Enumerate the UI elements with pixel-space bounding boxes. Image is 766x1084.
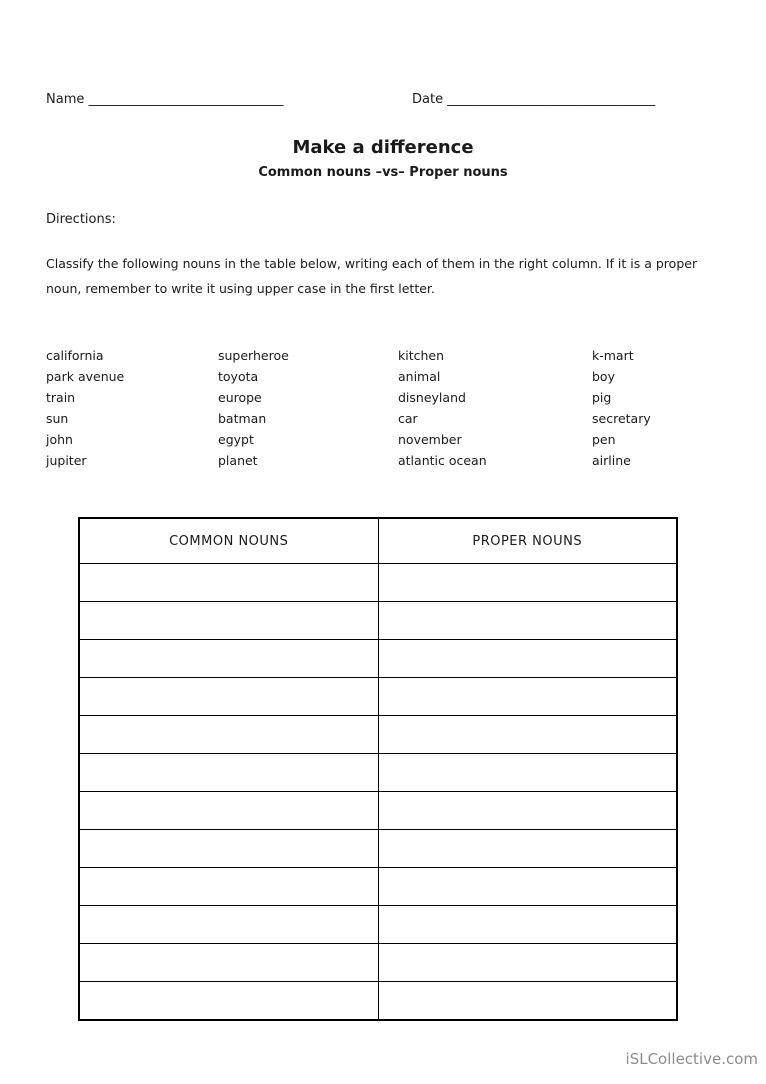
word-item: superheroe	[218, 348, 289, 363]
empty-answer-cell	[378, 564, 677, 602]
table-body	[79, 564, 677, 1021]
word-item: car	[398, 411, 418, 426]
word-item: park avenue	[46, 369, 125, 384]
word-item: boy	[592, 369, 615, 384]
table-row	[79, 982, 677, 1021]
page-subtitle: Common nouns –vs– Proper nouns	[258, 165, 508, 180]
word-item: november	[398, 432, 462, 447]
word-item: sun	[46, 411, 69, 426]
table-column-header: COMMON NOUNS	[79, 518, 378, 564]
empty-answer-cell	[79, 564, 378, 602]
table-row	[79, 754, 677, 792]
table-row	[79, 640, 677, 678]
word-item: kitchen	[398, 348, 445, 363]
word-column	[218, 345, 398, 471]
empty-answer-cell	[79, 906, 378, 944]
table-row	[79, 716, 677, 754]
table-row	[79, 830, 677, 868]
table-header-row	[79, 518, 677, 564]
directions-text: Classify the following nouns in the table below, writing each of them in the right column. If it is a proper noun, remember to write it using upper case in the first letter.	[46, 256, 698, 296]
word-column	[592, 345, 720, 471]
table-row	[79, 678, 677, 716]
word-item: atlantic ocean	[398, 453, 487, 468]
empty-answer-cell	[378, 868, 677, 906]
empty-answer-cell	[378, 906, 677, 944]
empty-answer-cell	[378, 716, 677, 754]
word-item: california	[46, 348, 104, 363]
empty-answer-cell	[79, 678, 378, 716]
date-blank-line: ________________________________	[447, 92, 656, 107]
word-item: pen	[592, 432, 616, 447]
word-item: toyota	[218, 369, 259, 384]
table-head	[79, 518, 677, 564]
name-date-row	[46, 0, 720, 107]
empty-answer-cell	[378, 944, 677, 982]
noun-sort-table	[78, 517, 678, 1021]
word-item: jupiter	[46, 453, 87, 468]
directions-label: Directions:	[46, 212, 116, 227]
empty-answer-cell	[378, 754, 677, 792]
date-field	[412, 92, 655, 107]
word-item: europe	[218, 390, 262, 405]
word-list	[46, 345, 720, 471]
empty-answer-cell	[79, 792, 378, 830]
table-row	[79, 868, 677, 906]
page-title: Make a difference	[292, 137, 474, 158]
empty-answer-cell	[79, 868, 378, 906]
table-row	[79, 792, 677, 830]
empty-answer-cell	[79, 754, 378, 792]
table-row	[79, 564, 677, 602]
word-item: train	[46, 390, 76, 405]
empty-answer-cell	[79, 830, 378, 868]
empty-answer-cell	[79, 716, 378, 754]
table-column-header: PROPER NOUNS	[378, 518, 677, 564]
word-item: pig	[592, 390, 612, 405]
word-item: secretary	[592, 411, 651, 426]
word-item: animal	[398, 369, 441, 384]
word-item: john	[46, 432, 73, 447]
name-label: Name	[46, 92, 85, 107]
date-label: Date	[412, 92, 444, 107]
word-item: batman	[218, 411, 267, 426]
empty-answer-cell	[79, 640, 378, 678]
name-field	[46, 92, 412, 107]
table-row	[79, 944, 677, 982]
word-item: egypt	[218, 432, 254, 447]
empty-answer-cell	[79, 982, 378, 1021]
empty-answer-cell	[79, 602, 378, 640]
islcollective-watermark: iSLCollective.com	[625, 1050, 758, 1068]
empty-answer-cell	[378, 792, 677, 830]
name-blank-line: ______________________________	[88, 92, 284, 107]
table-row	[79, 906, 677, 944]
word-item: disneyland	[398, 390, 466, 405]
word-item: k-mart	[592, 348, 634, 363]
word-item: airline	[592, 453, 631, 468]
table-row	[79, 602, 677, 640]
word-column	[46, 345, 218, 471]
empty-answer-cell	[79, 944, 378, 982]
word-item: planet	[218, 453, 258, 468]
word-column	[398, 345, 592, 471]
empty-answer-cell	[378, 602, 677, 640]
empty-answer-cell	[378, 640, 677, 678]
empty-answer-cell	[378, 830, 677, 868]
empty-answer-cell	[378, 678, 677, 716]
empty-answer-cell	[378, 982, 677, 1021]
